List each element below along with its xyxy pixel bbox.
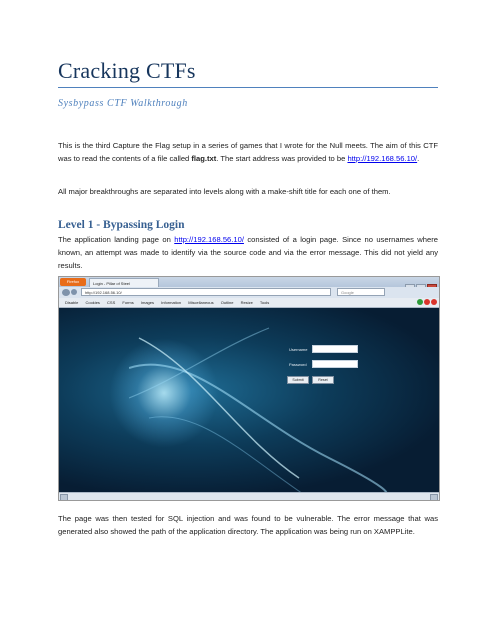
reset-button[interactable]: Reset [312,376,334,384]
levels-note-paragraph: All major breakthroughs are separated into levels along with a make-shift title for each one of them. [58,187,391,196]
toolbar-item-cookies[interactable]: Cookies [85,300,100,305]
intro-text-3: . [417,153,420,163]
warning-status-icon[interactable] [431,299,437,305]
browser-tab[interactable]: Login - Pillar of Steel [89,278,159,287]
forward-icon[interactable] [71,289,77,295]
toolbar-item-css[interactable]: CSS [107,300,116,305]
url-bar[interactable]: http://192.168.56.10/ [81,288,331,296]
login-page-background [59,308,439,492]
username-input[interactable] [312,345,358,353]
toolbar-item-information[interactable]: Information [161,300,182,305]
page-title: Cracking CTFs [58,58,196,83]
password-input[interactable] [312,360,358,368]
toolbar-item-images[interactable]: Images [140,300,154,305]
window-controls [404,278,437,286]
sql-injection-paragraph: The page was then tested for SQL injection and was found to be vulnerable. The error message that was generated also showed the path of the application directory. The application was being run on XAMPPLite. [58,514,438,536]
toolbar-status-icons [416,299,437,308]
page-subtitle: Sysbypass CTF Walkthrough [58,98,188,109]
intro-paragraph [58,140,438,166]
level1-text-2: consisted of a login page. Since no usernames where known, an attempt was made to identify via the source code and via the error message. This did not yield any results. [58,235,438,270]
firefox-menu-button[interactable]: Firefox [60,278,86,286]
toolbar-item-outline[interactable]: Outline [220,300,234,305]
ok-status-icon[interactable] [417,299,423,305]
error-status-icon[interactable] [424,299,430,305]
flag-filename: flag.txt [191,153,217,163]
search-box[interactable]: Google [337,288,385,296]
password-label: Password [289,362,307,367]
toolbar-item-tools[interactable]: Tools [259,300,270,305]
start-address-link[interactable]: http://192.168.56.10/ [347,153,418,163]
browser-statusbar [59,492,439,501]
intro-text-1: This is the third Capture the Flag setup in a series of games that I wrote for the Null meets. The aim of this CTF was to read the contents of a file called [58,141,438,163]
toolbar-item-disable[interactable]: Disable [65,300,79,305]
landing-url-link[interactable]: http://192.168.56.10/ [174,235,244,244]
browser-tabbar [59,277,439,287]
dna-streak-graphic [129,308,389,492]
level1-paragraph [58,234,438,272]
title-divider [58,87,438,88]
submit-button[interactable]: Submit [287,376,309,384]
scroll-left-icon[interactable] [60,494,68,501]
web-developer-toolbar [59,298,439,308]
back-icon[interactable] [62,289,70,296]
level1-text-1: The application landing page on [58,235,175,244]
level1-heading: Level 1 - Bypassing Login [58,219,185,231]
username-label: Username [289,347,308,352]
toolbar-item-resize[interactable]: Resize [240,300,253,305]
login-screenshot [58,276,440,501]
toolbar-item-forms[interactable]: Forms [122,300,134,305]
scroll-right-icon[interactable] [430,494,438,501]
toolbar-item-miscellaneous[interactable]: Miscellaneous [188,300,214,305]
intro-text-2: . The start address was provided to be [216,153,348,163]
